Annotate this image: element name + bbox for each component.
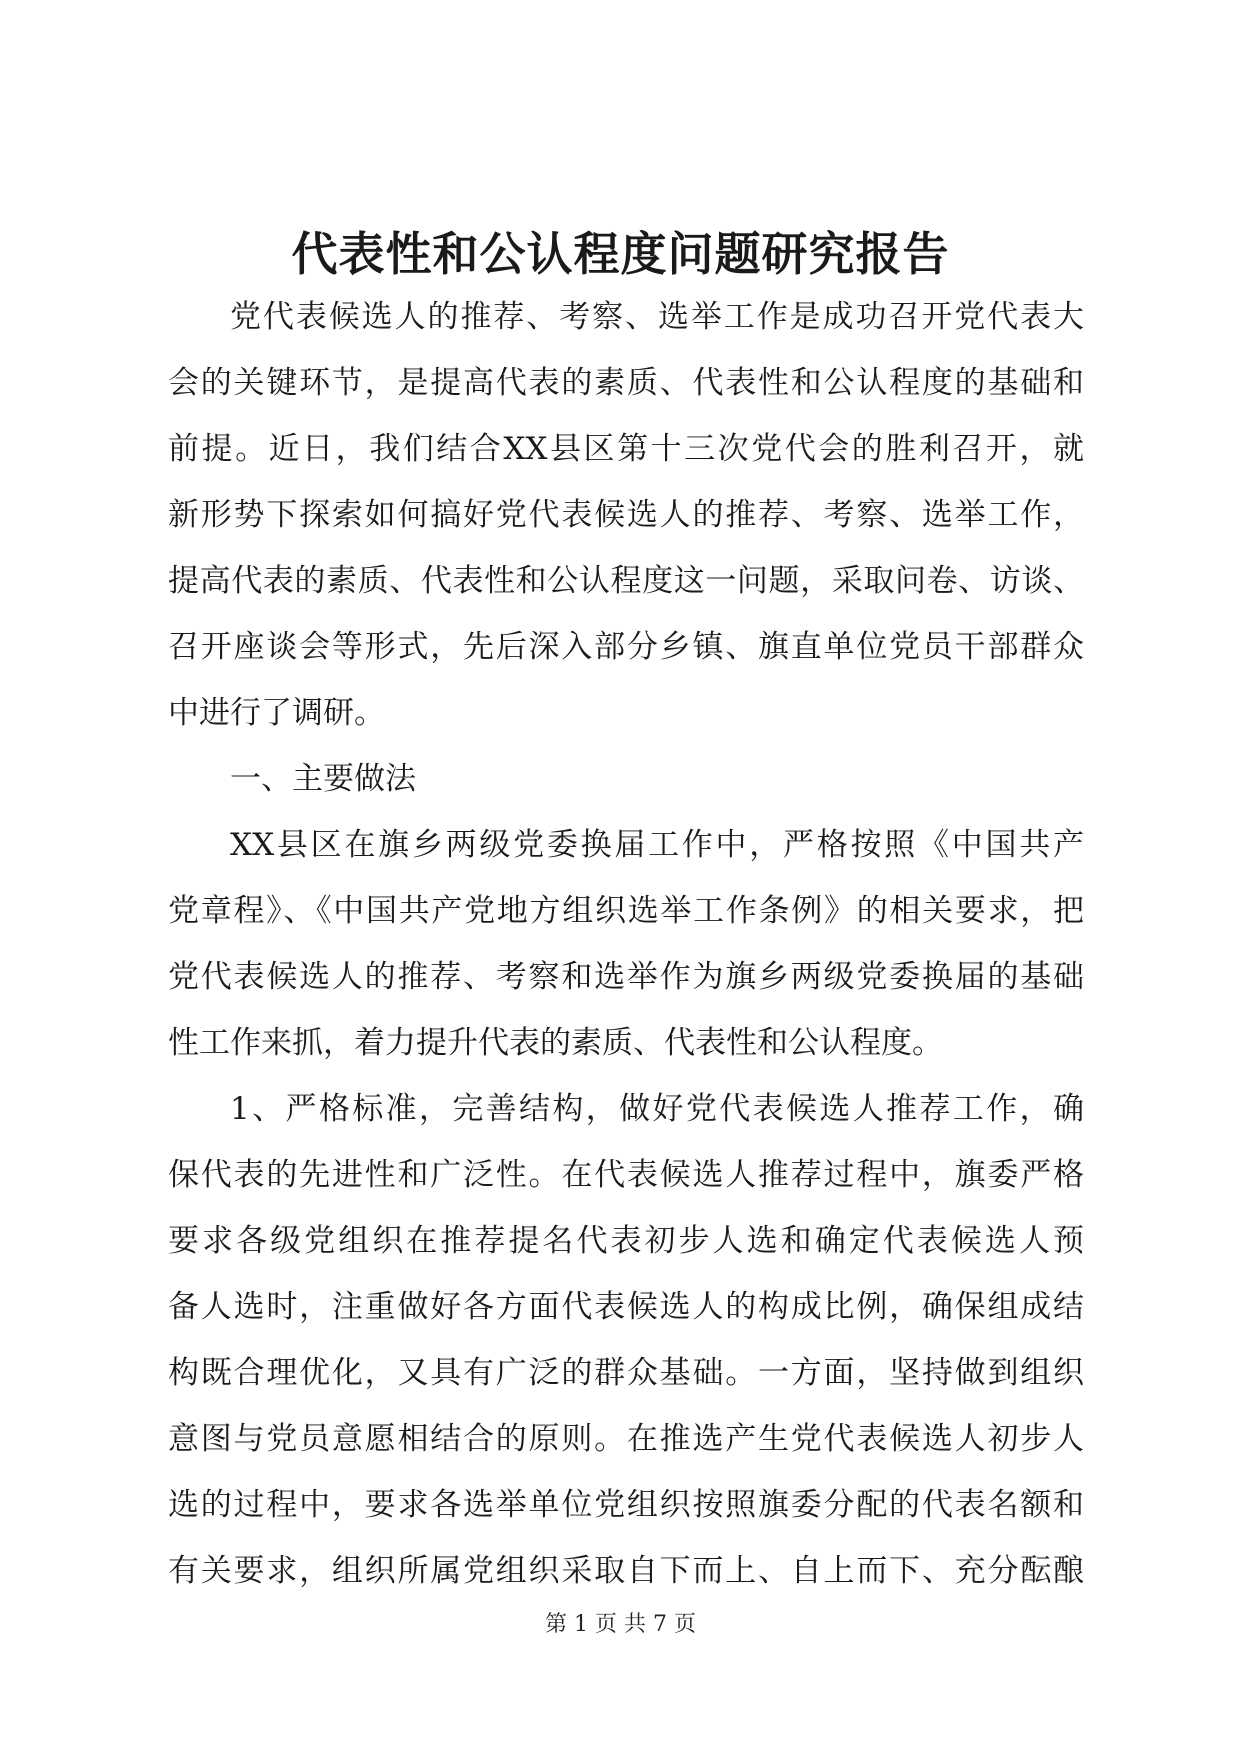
- body-text-line: 一、主要做法: [230, 761, 416, 797]
- document-title: 代表性和公认程度问题研究报告: [291, 227, 950, 281]
- body-text-line: 意图与党员意愿相结合的原则。在推选产生党代表候选人初步人: [168, 1421, 1084, 1457]
- body-text-line: 召开座谈会等形式，先后深入部分乡镇、旗直单位党员干部群众: [168, 629, 1084, 665]
- document-body: [168, 284, 1084, 1604]
- body-text-line: 备人选时，注重做好各方面代表候选人的构成比例，确保组成结: [168, 1289, 1084, 1325]
- body-text-line: 会的关键环节，是提高代表的素质、代表性和公认程度的基础和: [168, 365, 1084, 401]
- body-text-line: 党代表候选人的推荐、考察、选举工作是成功召开党代表大: [230, 299, 1084, 335]
- body-text-line: 党章程》、《中国共产党地方组织选举工作条例》的相关要求，把: [168, 893, 1084, 929]
- body-text-line: 构既合理优化，又具有广泛的群众基础。一方面，坚持做到组织: [168, 1355, 1084, 1391]
- body-text-line: 中进行了调研。: [168, 695, 385, 731]
- body-text-line: 前提。近日，我们结合XX县区第十三次党代会的胜利召开，就: [168, 431, 1084, 467]
- body-text-line: 选的过程中，要求各选举单位党组织按照旗委分配的代表名额和: [168, 1487, 1084, 1523]
- body-text-line: XX县区在旗乡两级党委换届工作中，严格按照《中国共产: [230, 827, 1084, 863]
- body-text-line: 新形势下探索如何搞好党代表候选人的推荐、考察、选举工作，: [168, 497, 1084, 533]
- body-text-line: 保代表的先进性和广泛性。在代表候选人推荐过程中，旗委严格: [168, 1157, 1084, 1193]
- body-text-line: 提高代表的素质、代表性和公认程度这一问题，采取问卷、访谈、: [168, 563, 1084, 599]
- body-text-line: 性工作来抓，着力提升代表的素质、代表性和公认程度。: [168, 1025, 943, 1061]
- page-footer: 第 1 页 共 7 页: [545, 1612, 696, 1637]
- body-text-line: 党代表候选人的推荐、考察和选举作为旗乡两级党委换届的基础: [168, 959, 1084, 995]
- body-text-line: 有关要求，组织所属党组织采取自下而上、自上而下、充分酝酿: [168, 1553, 1084, 1589]
- body-text-line: 1、严格标准，完善结构，做好党代表候选人推荐工作，确: [230, 1091, 1084, 1127]
- body-text-line: 要求各级党组织在推荐提名代表初步人选和确定代表候选人预: [168, 1223, 1084, 1259]
